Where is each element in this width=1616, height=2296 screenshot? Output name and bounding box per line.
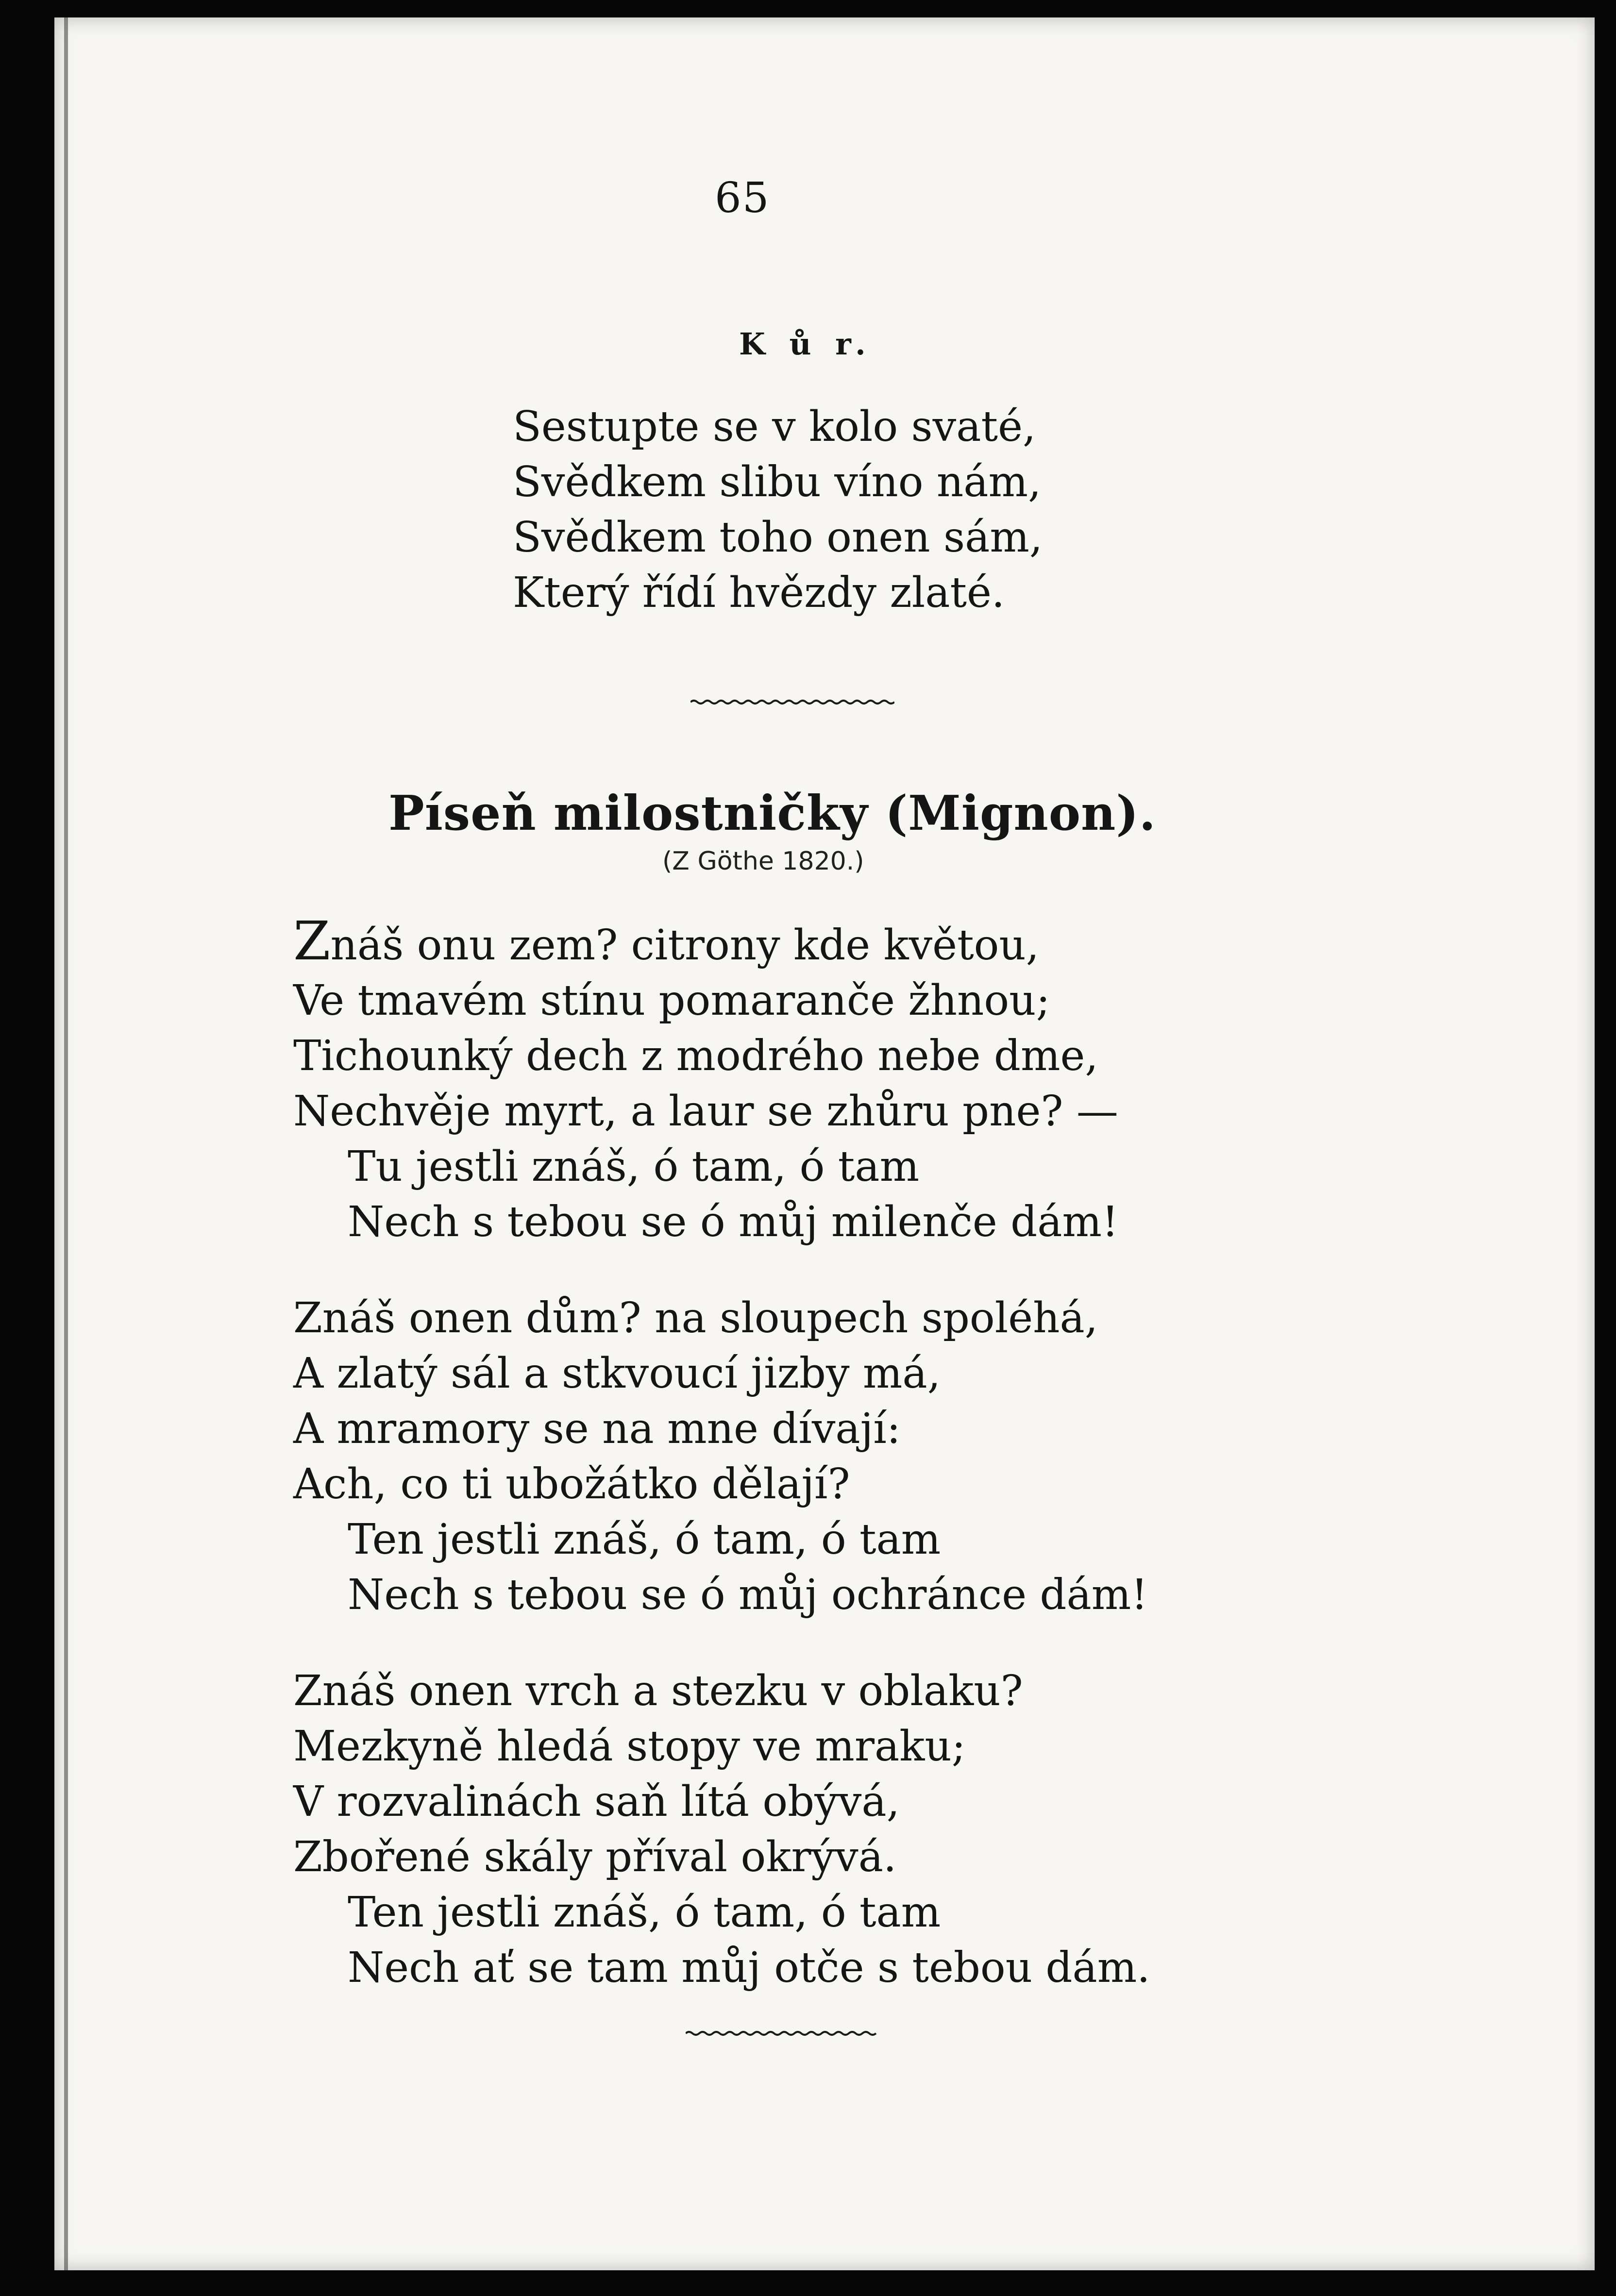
- chorus-line: Sestupte se v kolo svaté,: [513, 402, 1036, 451]
- stanza-line: Mezkyně hledá stopy ve mraku;: [293, 1722, 966, 1771]
- poem-stanza-3: [293, 1663, 1150, 1995]
- drop-initial: Z: [293, 910, 331, 972]
- stanza-line: Ve tmavém stínu pomaranče žhnou;: [293, 976, 1050, 1025]
- chorus-line: Svědkem toho onen sám,: [513, 513, 1043, 562]
- refrain-line: Ten jestli znáš, ó tam, ó tam: [348, 1888, 941, 1937]
- refrain-line: Tu jestli znáš, ó tam, ó tam: [348, 1142, 920, 1191]
- chorus-line: Který řídí hvězdy zlaté.: [513, 569, 1005, 617]
- stanza-line: Tichounký dech z modrého nebe dme,: [293, 1032, 1098, 1080]
- wavy-divider: [686, 2029, 880, 2037]
- poem-stanza-1: [293, 910, 1119, 1250]
- stanza-line: Zbořené skály příval okrývá.: [293, 1833, 897, 1881]
- page-number: 65: [715, 174, 770, 222]
- wavy-divider: [690, 698, 894, 706]
- stanza-line: A mramory se na mne dívají:: [293, 1405, 901, 1453]
- stanza-line: Ach, co ti ubožátko dělají?: [293, 1460, 850, 1508]
- chorus-line: Svědkem slibu víno nám,: [513, 458, 1042, 506]
- stanza-line: Znáš onu zem? citrony kde květou,: [293, 910, 1040, 972]
- refrain-line: Nech ať se tam můj otče s tebou dám.: [348, 1944, 1150, 1992]
- stanza-line: Nechvěje myrt, a laur se zhůru pne? —: [293, 1087, 1118, 1136]
- chorus-verse: [513, 399, 1043, 620]
- chorus-heading: K ů r.: [739, 326, 873, 362]
- refrain-line: Nech s tebou se ó můj milenče dám!: [348, 1198, 1119, 1246]
- book-page: [54, 17, 1595, 2270]
- poem-subtitle: (Z Göthe 1820.): [662, 847, 864, 876]
- poem-stanza-2: [293, 1290, 1148, 1623]
- stanza-line: V rozvalinách saň lítá obývá,: [293, 1777, 900, 1826]
- stanza-line: Znáš onen dům? na sloupech spoléhá,: [293, 1294, 1098, 1342]
- page-gutter: [64, 17, 68, 2270]
- refrain-line: Ten jestli znáš, ó tam, ó tam: [348, 1515, 941, 1564]
- refrain-line: Nech s tebou se ó můj ochránce dám!: [348, 1571, 1148, 1619]
- poem-title: Píseň milostničky (Mignon).: [388, 786, 1156, 841]
- stanza-line: Znáš onen vrch a stezku v oblaku?: [293, 1667, 1023, 1715]
- stanza-line: A zlatý sál a stkvoucí jizby má,: [293, 1349, 941, 1398]
